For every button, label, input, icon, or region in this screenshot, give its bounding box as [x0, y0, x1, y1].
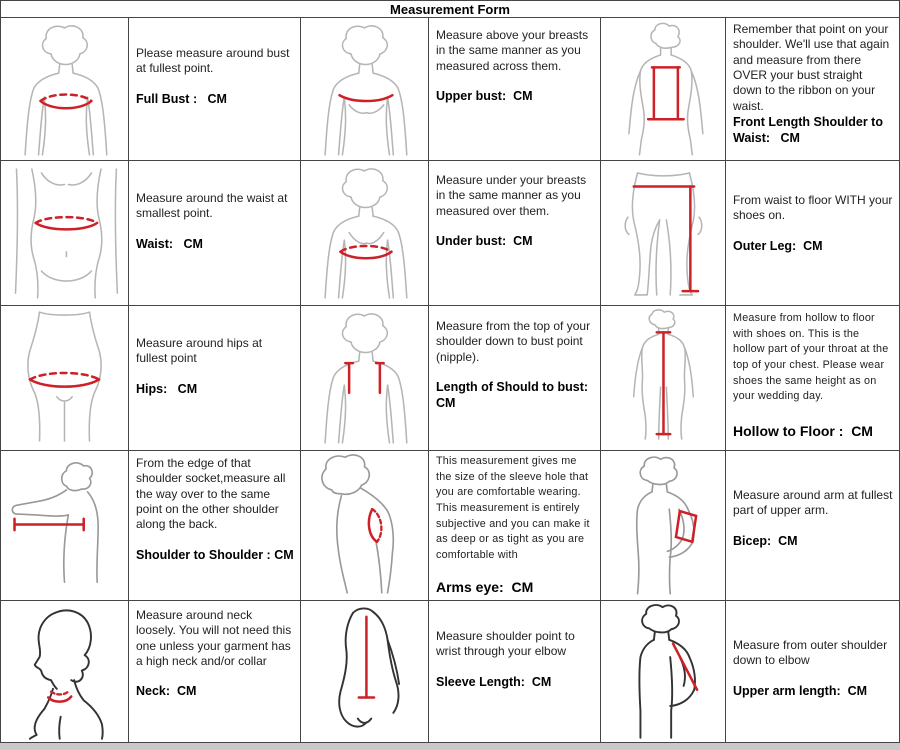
shoulder-to-bust-figure	[303, 308, 426, 448]
upper-arm-length-description: Measure from outer shoulder down to elbow	[733, 638, 891, 668]
under-bust-figure	[303, 163, 426, 303]
figure-cell-upper-bust	[301, 18, 429, 161]
figure-cell-hollow-to-floor	[601, 306, 726, 451]
text-cell-arms-eye	[429, 451, 601, 601]
text-cell-upper-bust	[429, 18, 601, 161]
text-cell-bicep	[726, 451, 899, 601]
text-cell-hollow-to-floor	[726, 306, 899, 451]
hips-figure	[3, 308, 126, 448]
outer-leg-label: Outer Leg: CM	[733, 238, 823, 253]
measurement-grid	[1, 18, 899, 742]
figure-cell-waist	[1, 161, 129, 306]
outer-leg-description: From waist to floor WITH your shoes on.	[733, 193, 896, 223]
outer-leg-figure	[603, 163, 723, 303]
text-cell-sleeve-length	[429, 601, 601, 742]
text-cell-full-bust	[129, 18, 301, 161]
waist-figure	[3, 163, 126, 303]
text-cell-front-length	[726, 18, 899, 161]
text-cell-outer-leg	[726, 161, 899, 306]
full-bust-description: Please measure around bust at fullest point.	[136, 46, 293, 76]
text-cell-hips	[129, 306, 301, 451]
front-length-label: Front Length Shoulder to Waist: CM	[733, 115, 887, 145]
front-length-description: Remember that point on your shoulder. We'll use that again and measure from there OVER your bust straight down to the ribbon on your waist.	[733, 22, 893, 113]
text-cell-shoulder-to-shoulder	[129, 451, 301, 601]
front-length-figure	[603, 20, 723, 158]
bicep-description: Measure around arm at fullest part of upper arm.	[733, 488, 896, 518]
hips-description: Measure around hips at fullest point	[136, 336, 266, 366]
waist-label: Waist: CM	[136, 236, 203, 251]
text-cell-neck	[129, 601, 301, 742]
arms-eye-label: Arms eye: CM	[436, 579, 534, 596]
text-cell-waist	[129, 161, 301, 306]
shoulder-to-bust-label: Length of Should to bust: CM	[436, 380, 595, 410]
figure-cell-hips	[1, 306, 129, 451]
figure-cell-full-bust	[1, 18, 129, 161]
sleeve-length-description: Measure shoulder point to wrist through your elbow	[436, 629, 579, 659]
shoulder-to-shoulder-description: From the edge of that shoulder socket,measure all the way over to the same point on the other shoulder along the back.	[136, 456, 289, 532]
waist-description: Measure around the waist at smallest point.	[136, 191, 291, 221]
figure-cell-arms-eye	[301, 451, 429, 601]
upper-bust-description: Measure above your breasts in the same manner as you measured across them.	[436, 28, 592, 73]
figure-cell-bicep	[601, 451, 726, 601]
under-bust-description: Measure under your breasts in the same manner as you measured over them.	[436, 173, 590, 218]
hollow-to-floor-figure	[603, 308, 723, 448]
figure-cell-shoulder-to-shoulder	[1, 451, 129, 601]
neck-label: Neck: CM	[136, 684, 197, 699]
form-title-row	[1, 1, 899, 18]
shoulder-to-shoulder-figure	[3, 453, 126, 598]
text-cell-upper-arm-length	[726, 601, 899, 742]
bottom-gray-strip	[0, 743, 900, 750]
text-cell-under-bust	[429, 161, 601, 306]
form-title: Measurement Form	[390, 1, 510, 17]
full-bust-label: Full Bust : CM	[136, 91, 227, 106]
text-cell-shoulder-to-bust	[429, 306, 601, 451]
arms-eye-description: This measurement gives me the size of the sleeve hole that you are comfortable wearing. This measurement is entirely subjective and you can make it as deep or as tight as you are comfortable with	[436, 455, 593, 561]
hollow-to-floor-label: Hollow to Floor : CM	[733, 422, 873, 439]
full-bust-figure	[3, 20, 126, 158]
figure-cell-neck	[1, 601, 129, 742]
under-bust-label: Under bust: CM	[436, 234, 533, 249]
upper-bust-figure	[303, 20, 426, 158]
figure-cell-under-bust	[301, 161, 429, 306]
bicep-label: Bicep: CM	[733, 533, 798, 548]
sleeve-length-figure	[303, 603, 426, 740]
shoulder-to-shoulder-label: Shoulder to Shoulder : CM	[136, 547, 294, 562]
figure-cell-sleeve-length	[301, 601, 429, 742]
sleeve-length-label: Sleeve Length: CM	[436, 674, 552, 689]
shoulder-to-bust-description: Measure from the top of your shoulder down to bust point (nipple).	[436, 319, 594, 364]
neck-description: Measure around neck loosely. You will not need this one unless your garment has a high neck and/or collar	[136, 608, 295, 669]
figure-cell-upper-arm-length	[601, 601, 726, 742]
upper-bust-label: Upper bust: CM	[436, 89, 533, 104]
bicep-figure	[603, 453, 723, 598]
figure-cell-outer-leg	[601, 161, 726, 306]
figure-cell-shoulder-to-bust	[301, 306, 429, 451]
hips-label: Hips: CM	[136, 381, 198, 396]
upper-arm-length-label: Upper arm length: CM	[733, 683, 868, 698]
upper-arm-length-figure	[603, 603, 723, 740]
figure-cell-front-length	[601, 18, 726, 161]
arms-eye-figure	[303, 453, 426, 598]
hollow-to-floor-description: Measure from hollow to floor with shoes on. This is the hollow part of your throat at the top of your chest. Please wear shoes the same height as on your wedding day.	[733, 312, 892, 403]
neck-figure	[3, 603, 126, 740]
